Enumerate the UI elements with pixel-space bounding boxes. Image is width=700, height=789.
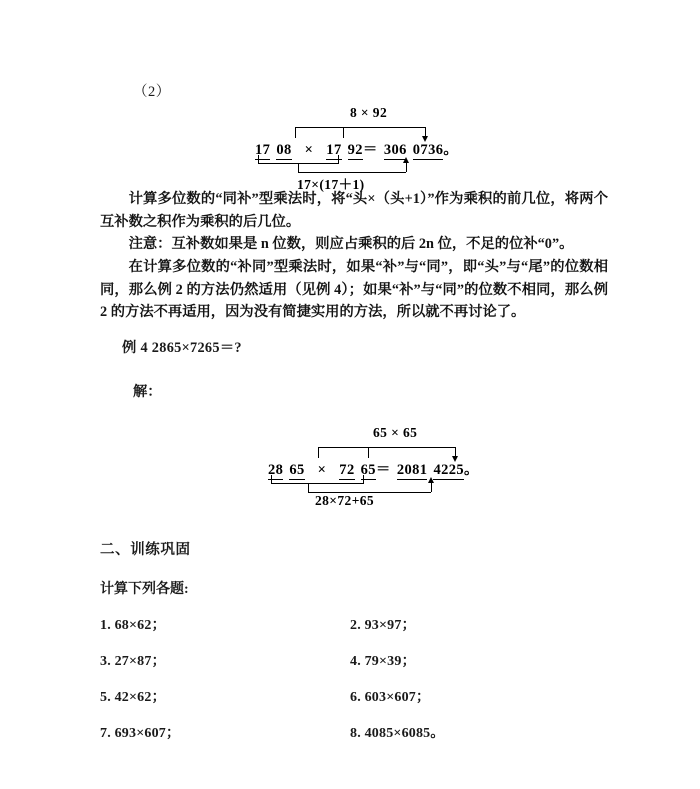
- exercise-item-3: 3. 27×87；: [100, 654, 166, 669]
- exercise-item-1: 1. 68×62；: [100, 618, 166, 633]
- diagram1-bottom-label: 17×(17＋1): [297, 177, 365, 192]
- item-label-2: （2）: [133, 84, 171, 100]
- diagram2-factor1-tail: 65: [289, 462, 305, 478]
- exercise-item-8: 8. 4085×6085。: [350, 726, 445, 741]
- diagram2-product-tail: 4225: [433, 462, 465, 478]
- example-4-line: 例 4 2865×7265＝?: [122, 340, 242, 356]
- diagram2-bottom-bracket-mid-stem: [363, 475, 364, 484]
- diagram2-bottom-bracket-line-upper: [271, 483, 363, 484]
- diagram1-factor1-head: 17: [255, 142, 271, 158]
- diagram2-bottom-label: 28×72+65: [315, 493, 375, 508]
- diagram2-factor1-head: 28: [268, 462, 284, 478]
- example-4-solve-label: 解：: [133, 384, 162, 400]
- multiplication-diagram-1: [255, 105, 515, 192]
- diagram1-product-head: 306: [383, 142, 407, 158]
- diagram1-factor2-head: 17: [326, 142, 342, 158]
- diagram2-factor2-head: 72: [339, 462, 355, 478]
- exercise-item-7: 7. 693×607；: [100, 726, 181, 741]
- diagram2-top-bracket-mid-stem: [368, 447, 369, 458]
- diagram1-bottom-arrow: [403, 157, 409, 163]
- diagram2-times: ×: [317, 462, 327, 478]
- diagram1-top-bracket-left-stem: [295, 127, 296, 138]
- paragraph-note: 注意：互补数如果是 n 位数，则应占乘积的后 2n 位，不足的位补“0”。: [128, 236, 574, 252]
- diagram2-bottom-bracket-right-stem: [431, 483, 432, 492]
- diagram1-top-bracket-line: [295, 127, 425, 128]
- diagram1-period: 。: [443, 142, 459, 158]
- exercise-item-5: 5. 42×62；: [100, 690, 166, 705]
- diagram2-equals: ＝: [375, 462, 391, 478]
- diagram1-equation: [255, 138, 458, 159]
- paragraph-butong-rule: 在计算多位数的“补同”型乘法时，如果“补”与“同”，即“头”与“尾”的位数相同，那么例 2 的方法仍然适用（见例 4）；如果“补”与“同”的位数不相同，那么例 2 的方法不再适用，因为没有简捷实用的方法，所以就不再讨论了。: [100, 259, 608, 321]
- diagram2-product-head: 2081: [396, 462, 428, 478]
- practice-section-heading: 二、训练巩固: [100, 542, 191, 558]
- diagram1-factor1-tail: 08: [276, 142, 292, 158]
- exercise-item-6: 6. 603×607；: [350, 690, 431, 705]
- diagram1-bottom-bracket-right-stem: [406, 163, 407, 172]
- diagram2-period: 。: [464, 462, 479, 478]
- paragraph-tongbu-rule: 计算多位数的“同补”型乘法时，将“头×（头+1）”作为乘积的前几位，将两个互补数之积作为乘积的后几位。: [100, 191, 608, 230]
- diagram2-top-bracket-line: [318, 447, 455, 448]
- diagram1-bottom-bracket-mid-stem: [338, 155, 339, 164]
- diagram1-top-bracket-mid-stem: [343, 127, 344, 138]
- multiplication-diagram-2: [268, 425, 528, 508]
- exercise-item-2: 2. 93×97；: [350, 618, 416, 633]
- diagram2-equation: [268, 458, 479, 479]
- diagram2-bottom-arrow: [428, 477, 434, 483]
- diagram2-factor2-tail: 65: [360, 462, 376, 478]
- diagram2-top-bracket-left-stem: [318, 447, 319, 458]
- exercise-item-4: 4. 79×39；: [350, 654, 416, 669]
- diagram1-top-label: 8 × 92: [350, 105, 388, 120]
- practice-instruction: 计算下列各题:: [100, 582, 189, 597]
- diagram1-factor2-tail: 92: [347, 142, 363, 158]
- diagram1-times: ×: [304, 142, 314, 158]
- diagram2-top-label: 65 × 65: [373, 425, 418, 440]
- diagram1-equals: ＝: [362, 142, 378, 158]
- diagram1-product-tail: 0736: [412, 142, 444, 158]
